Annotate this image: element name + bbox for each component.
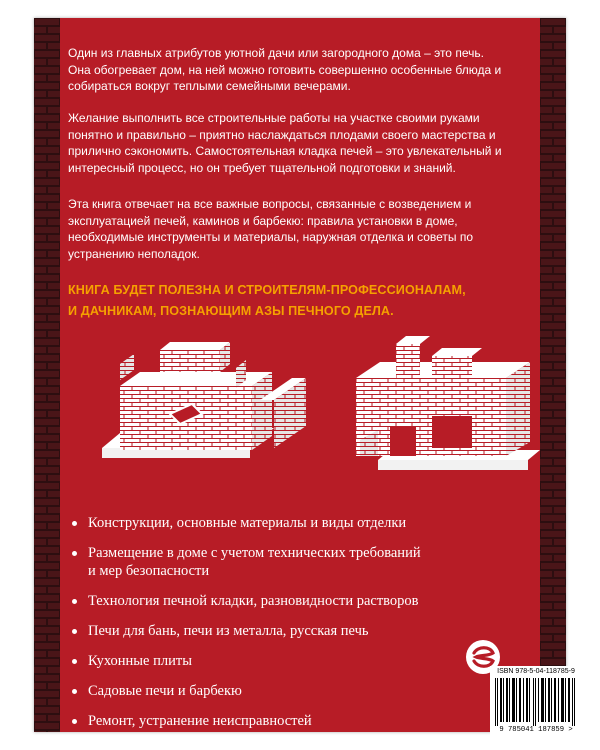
isbn-label: ISBN 978-5-04-118785-9 bbox=[497, 668, 575, 675]
callout-line-1: КНИГА БУДЕТ ПОЛЕЗНА И СТРОИТЕЛЯМ-ПРОФЕССИОНАЛАМ, bbox=[68, 283, 466, 297]
barcode-digits: 9 785041 187859 > bbox=[499, 726, 573, 734]
contents-bullet-item bbox=[72, 622, 512, 640]
bullet-text: Размещение в доме с учетом технических требований bbox=[88, 545, 421, 561]
bullet-text: Садовые печи и барбекю bbox=[88, 683, 242, 699]
right-brick-pattern bbox=[540, 18, 566, 732]
contents-bullet-item bbox=[72, 652, 512, 670]
stove-drawing-left bbox=[102, 342, 306, 458]
audience-callout bbox=[68, 280, 518, 322]
bullet-text: Технология печной кладки, разновидности растворов bbox=[88, 593, 419, 609]
description-paragraph-1: Один из главных атрибутов уютной дачи или загородного дома – это печь. Она обогревает дом, на ней можно готовить совершенно особенные блюда и собираться вокруг теплыми семейными вечерами. bbox=[68, 46, 502, 94]
bullet-text: Конструкции, основные материалы и виды отделки bbox=[88, 515, 407, 531]
bullet-dot-icon bbox=[72, 629, 77, 634]
stove-drawing-right bbox=[356, 336, 540, 470]
contents-bullet-item bbox=[72, 514, 512, 532]
bullet-dot-icon bbox=[72, 689, 77, 694]
stove-illustrations bbox=[60, 330, 540, 500]
contents-bullet-item bbox=[72, 682, 512, 700]
bullet-text: Печи для бань, печи из металла, русская печь bbox=[88, 623, 369, 639]
bullet-text: Ремонт, устранение неисправностей bbox=[88, 713, 312, 729]
bullet-dot-icon bbox=[72, 599, 77, 604]
contents-bullet-item bbox=[72, 592, 512, 610]
left-brick-pattern bbox=[34, 18, 60, 732]
callout-line-2: И ДАЧНИКАМ, ПОЗНАЮЩИМ АЗЫ ПЕЧНОГО ДЕЛА. bbox=[68, 304, 394, 318]
bullet-dot-icon bbox=[72, 521, 77, 526]
contents-bullet-list bbox=[72, 514, 512, 742]
description-paragraph-3: Эта книга отвечает на все важные вопросы, связанные с возведением и эксплуатацией печей, каминов и барбекю: правила установки в доме, необходимые инструменты и материалы, наружная отделка и советы по устранению неполадок. bbox=[68, 197, 474, 261]
left-brick-border bbox=[34, 18, 60, 732]
description-paragraph-2: Желание выполнить все строительные работы на участке своими руками понятно и правильно – приятно наслаждаться плодами своего мастерства и прилично сэкономить. Самостоятельная кладка печей – это увлекательный и интересный процесс, но он требует тщательной подготовки и знаний. bbox=[68, 111, 502, 175]
isbn-barcode bbox=[490, 666, 582, 738]
bullet-dot-icon bbox=[72, 551, 77, 556]
right-brick-border bbox=[540, 18, 566, 732]
book-back-cover bbox=[34, 18, 575, 734]
bullet-dot-icon bbox=[72, 659, 77, 664]
barcode-bars bbox=[493, 678, 579, 726]
bullet-text-continued: и мер безопасности bbox=[88, 563, 210, 579]
bullet-dot-icon bbox=[72, 719, 77, 724]
contents-bullet-item bbox=[72, 544, 512, 580]
contents-bullet-item bbox=[72, 712, 512, 730]
bullet-text: Кухонные плиты bbox=[88, 653, 192, 669]
